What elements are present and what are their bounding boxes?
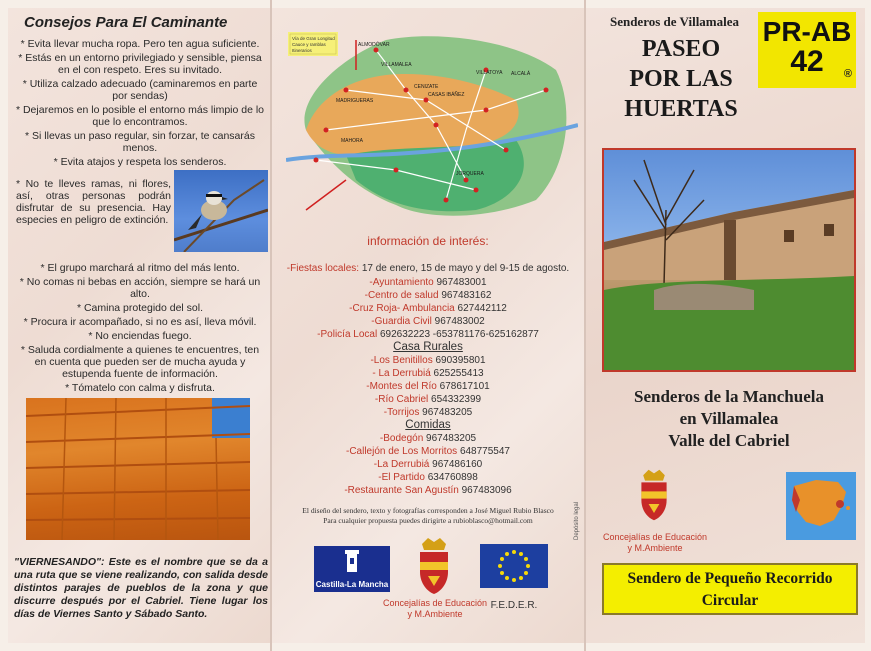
tip-item: * No comas ni bebas en acción, siempre se hará un alto. [19,276,261,300]
contacts-list [272,276,584,497]
tip-item: * Dejaremos en lo posible el entorno más limpio de lo que lo encontramos. [15,104,265,128]
comida-label: -Bodegón [379,433,424,444]
casa-row [272,380,584,393]
tip-item: * Procura ir acompañado, si no es así, lleva móvil. [23,316,257,328]
comida-row [272,432,584,445]
comida-phone: 967486160 [432,459,483,470]
concejalias-caption: Concejalías de Educación y M.Ambiente [382,598,488,619]
casa-row [272,367,584,380]
credits-line: Para cualquier propuesta puedes dirigirte a rubioblasco@hotmail.com [323,516,533,525]
fiestas-label: -Fiestas locales: [286,263,360,274]
casa-row [272,393,584,406]
spain-map-icon [786,472,856,540]
concejalias-caption: Concejalías de Educación y M.Ambiente [602,532,708,553]
contact-phone: 967483002 [434,316,485,327]
contact-label: -Policía Local [317,329,378,340]
trail-title [596,34,766,124]
tips-list-bottom [14,262,266,396]
contact-row [272,302,584,315]
tip-item: * Estás en un entorno privilegiado y sensible, piensa en el con respeto. Eres su invitado. [18,52,262,76]
contact-label: -Guardia Civil [371,316,432,327]
tip-item: * No enciendas fuego. [88,330,192,342]
comida-label: -El Partido [378,472,425,483]
eu-flag-logo [480,544,548,588]
tip-item: * Evita atajos y respeta los senderos. [53,156,227,168]
trail-title-line: POR LAS [629,66,733,92]
casa-row [272,354,584,367]
tip-item: * Si llevas un paso regular, sin forzar, te cansarás menos. [25,130,255,154]
tip-item: * Camina protegido del sol. [76,302,204,314]
tip-flowers: * No te lleves ramas, ni flores, así, otras personas podrán disfrutar de su presencia. Hay especies en peligro de extinción. [16,178,171,226]
castilla-la-mancha-logo [314,546,390,592]
trail-type-line: Circular [701,592,759,609]
casas-heading: Casa Rurales [393,341,463,353]
comida-phone: 648775547 [459,446,510,457]
contact-row [272,315,584,328]
viernesando-text: : Este es el nombre que se da a una ruta que se viene realizando, con salida desde distintos parajes de pueblos de la zona y que discurre después por el Cabriel. Tiene lugar los días de Viernes Santo y Sábado Santo. [14,556,268,620]
adobe-wall-photo [26,398,250,540]
comida-phone: 967483096 [461,485,512,496]
trail-code: PR-AB [762,16,852,47]
credits-line: El diseño del sendero, texto y fotografías corresponden a José Miguel Rubio Blasco [302,506,554,515]
casa-phone: 654332399 [431,394,482,405]
coat-of-arms-icon [636,468,672,527]
contact-phone: 692632223 -653781176-625162877 [379,329,539,340]
map-town-label: CENIZATE [414,84,439,90]
comida-row [272,458,584,471]
registered-mark: ® [843,68,852,80]
tip-item: * Evita llevar mucha ropa. Pero ten agua suficiente. [20,38,260,50]
viernesando-term: "VIERNESANDO" [14,556,101,568]
contact-label: -Ayuntamiento [369,277,434,288]
fiestas-line [272,262,584,275]
casa-phone: 967483205 [422,407,473,418]
trail-series-label: Senderos de Villamalea [609,14,740,29]
comida-row [272,484,584,497]
casa-row [272,406,584,419]
casa-phone: 690395801 [435,355,486,366]
comida-row [272,445,584,458]
trail-type-line: Sendero de Pequeño Recorrido [627,570,833,587]
tips-list-top [14,38,266,170]
trail-title-line: PASEO [641,36,721,62]
contact-phone: 627442112 [457,303,507,314]
map-town-label: ALMODÓVAR [358,42,390,48]
map-town-label: JORQUERA [456,171,484,177]
map-town-label: ALCALÁ [511,71,531,77]
trail-subtitle-line: Valle del Cabriel [668,431,790,450]
contact-row [272,328,584,341]
trail-subtitle-line: Senderos de la Manchuela [633,387,824,406]
contact-row [272,289,584,302]
contact-row [272,276,584,289]
comida-row [272,471,584,484]
trail-code-badge [758,12,856,88]
map-town-label: MAHORA [341,138,363,144]
map-legend-item: Itinerarios [292,48,312,53]
map-town-label: CASAS IBÁÑEZ [428,92,465,98]
map-town-label: VILLATOYA [476,70,503,76]
comida-label: -Restaurante San Agustín [344,485,459,496]
contact-label: -Cruz Roja- Ambulancia [349,303,455,314]
casa-label: - La Derrubiá [372,368,431,379]
fold-line [584,0,586,651]
stone-house-photo [602,148,856,372]
casa-phone: 625255413 [433,368,484,379]
trail-subtitle [598,386,860,452]
comida-label: -La Derrubiá [373,459,430,470]
comida-label: -Callejón de Los Morritos [345,446,458,457]
bird-photo [174,170,268,252]
casa-label: -Río Cabriel [374,394,429,405]
map-legend-item: Cauce y ramblas [292,42,326,47]
comidas-heading: Comidas [405,419,451,431]
tip-item: * Tómatelo con calma y disfruta. [65,382,215,394]
contact-label: -Centro de salud [364,290,439,301]
comida-phone: 634760898 [427,472,478,483]
comida-phone: 967483205 [426,433,477,444]
vertical-legal-note: Depósito legal [574,501,580,540]
credits [272,506,584,526]
coat-of-arms-icon [414,538,454,599]
fiestas-value: 17 de enero, 15 de mayo y del 9-15 de agosto. [361,263,570,274]
viernesando-paragraph [14,556,268,621]
feder-label: F.E.D.E.R. [490,600,538,611]
tip-item: * El grupo marchará al ritmo del más lento. [40,262,240,274]
fold-line [270,0,272,651]
trail-title-line: HUERTAS [624,96,738,122]
casa-phone: 678617101 [439,381,490,392]
trail-number: 42 [790,45,824,78]
trail-type-banner [602,563,858,615]
route-map [286,30,578,226]
map-legend-item: Vía de Gran Longitud [292,36,335,41]
map-town-label: VILLAMALEA [381,62,412,68]
tip-item: * Saluda cordialmente a quienes te encuentres, ten en cuenta que pueden ser de mucha ayuda y estupenda fuente de información. [20,344,260,380]
contact-phone: 967483162 [441,290,492,301]
castilla-la-mancha-label: Castilla-La Mancha [315,580,389,589]
casa-label: -Los Benitillos [370,355,433,366]
tip-item: * Utiliza calzado adecuado (caminaremos en parte por sendas) [22,78,258,102]
trail-subtitle-line: en Villamalea [679,409,779,428]
info-title: información de interés: [367,234,489,248]
contact-phone: 967483001 [436,277,487,288]
map-town-label: MADRIGUERAS [336,98,374,104]
tips-heading: Consejos Para El Caminante [24,14,228,31]
casa-label: -Montes del Río [366,381,437,392]
casa-label: -Torrijos [383,407,420,418]
